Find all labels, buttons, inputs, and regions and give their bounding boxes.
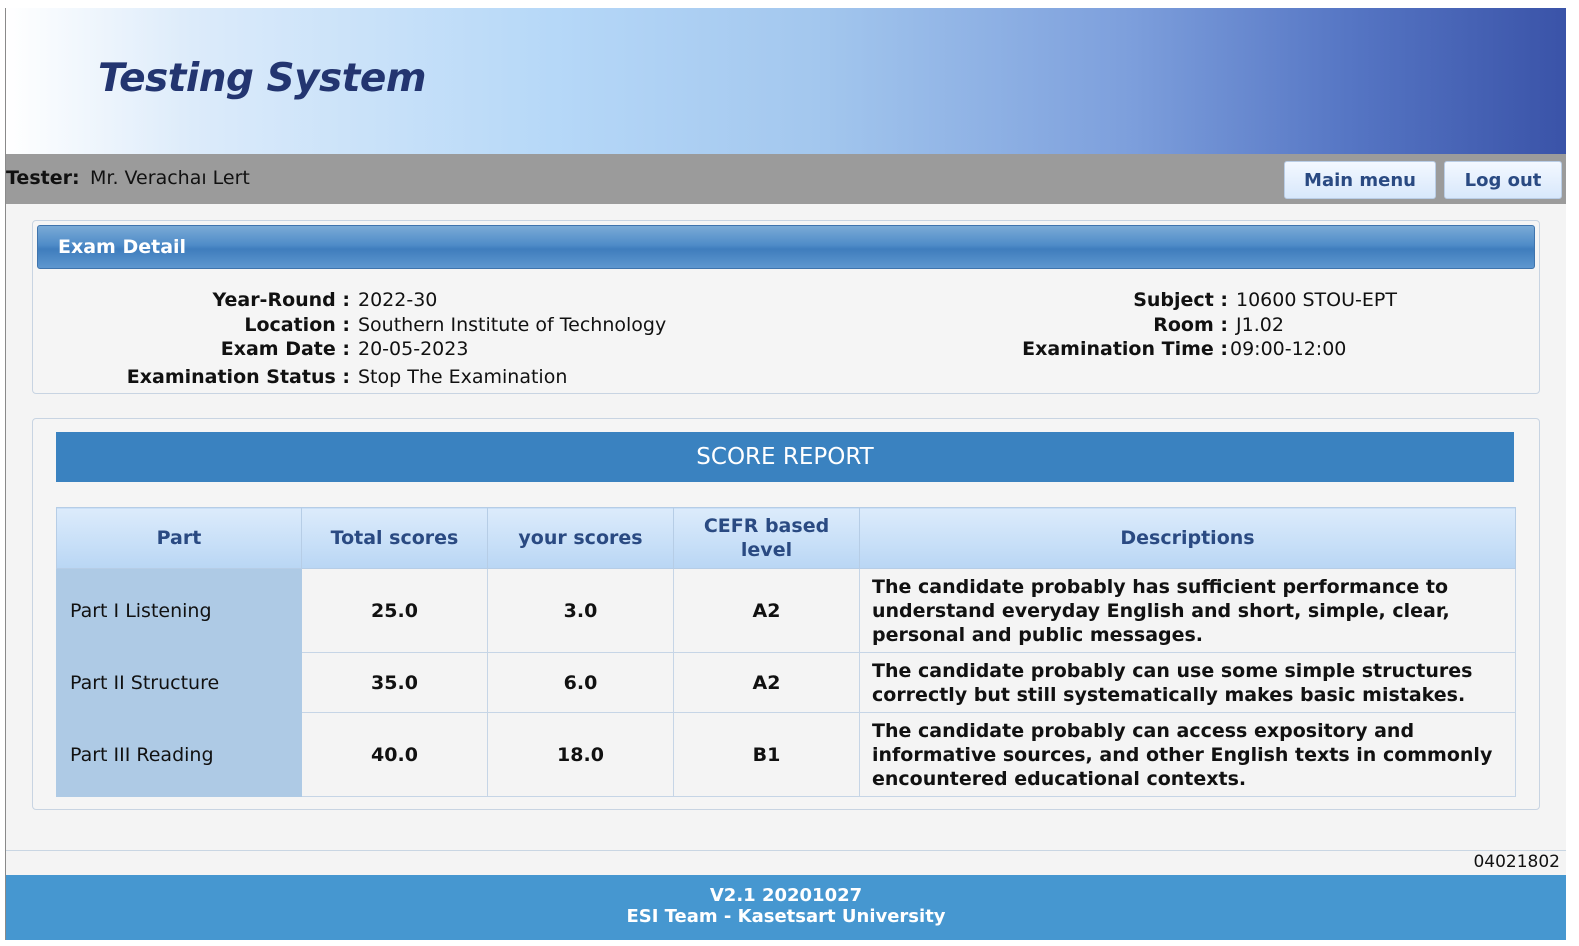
total-score-cell: 25.0 — [302, 569, 488, 653]
column-header-descriptions: Descriptions — [860, 508, 1516, 569]
location-value: Southern Institute of Technology — [358, 314, 667, 336]
table-row — [57, 569, 1516, 653]
tester-bar — [6, 154, 1566, 204]
log-out-button[interactable]: Log out — [1444, 161, 1562, 199]
table-header-row — [57, 508, 1516, 569]
part-cell: Part II Structure — [57, 653, 302, 713]
tester-name: Mr. Verachaı Lert — [90, 167, 250, 189]
location-label: Location : — [244, 314, 350, 336]
subject-label: Subject : — [1133, 289, 1228, 311]
description-cell: The candidate probably can access expository and informative sources, and other English texts in commonly encountered educational contexts. — [860, 713, 1516, 797]
your-score-cell: 3.0 — [488, 569, 674, 653]
cefr-level-cell: B1 — [674, 713, 860, 797]
app-frame — [5, 8, 1566, 940]
part-cell: Part III Reading — [57, 713, 302, 797]
subject-value: 10600 STOU-EPT — [1236, 289, 1397, 311]
year-round-label: Year-Round : — [212, 289, 350, 311]
examination-status-label: Examination Status : — [126, 366, 350, 388]
footer-version: V2.1 20201027 — [709, 885, 863, 906]
description-cell: The candidate probably can use some simple structures correctly but still systematically makes basic mistakes. — [860, 653, 1516, 713]
year-round-value: 2022-30 — [358, 289, 438, 311]
score-report-panel — [32, 418, 1540, 810]
exam-date-label: Exam Date : — [220, 338, 350, 360]
part-cell: Part I Listening — [57, 569, 302, 653]
header-banner — [6, 8, 1566, 154]
column-header-total-scores: Total scores — [302, 508, 488, 569]
examination-time-value: 09:00-12:00 — [1230, 338, 1347, 360]
main-menu-button[interactable]: Main menu — [1284, 161, 1436, 199]
exam-detail-panel — [32, 220, 1540, 394]
exam-date-value: 20-05-2023 — [358, 338, 469, 360]
room-value: J1.02 — [1236, 314, 1284, 336]
table-row — [57, 653, 1516, 713]
cefr-level-cell: A2 — [674, 653, 860, 713]
exam-detail-title: Exam Detail — [58, 236, 187, 258]
app-title: Testing System — [98, 56, 426, 101]
cefr-level-cell: A2 — [674, 569, 860, 653]
score-report-title: SCORE REPORT — [56, 432, 1514, 482]
page-code: 04021802 — [1473, 852, 1560, 872]
your-score-cell: 18.0 — [488, 713, 674, 797]
examination-status-value: Stop The Examination — [358, 366, 568, 388]
table-row — [57, 713, 1516, 797]
footer-team: ESI Team - Kasetsart University — [626, 906, 946, 927]
total-score-cell: 40.0 — [302, 713, 488, 797]
room-label: Room : — [1153, 314, 1228, 336]
your-score-cell: 6.0 — [488, 653, 674, 713]
tester-label: Tester: — [6, 167, 80, 189]
footer-divider — [6, 850, 1566, 851]
column-header-cefr-level: CEFR based level — [674, 508, 860, 569]
column-header-part: Part — [57, 508, 302, 569]
score-table — [56, 507, 1516, 797]
exam-detail-header — [37, 225, 1535, 269]
description-cell: The candidate probably has sufficient performance to understand everyday English and short, simple, clear, personal and public messages. — [860, 569, 1516, 653]
examination-time-label: Examination Time : — [1022, 338, 1228, 360]
column-header-your-scores: your scores — [488, 508, 674, 569]
footer — [6, 875, 1566, 940]
total-score-cell: 35.0 — [302, 653, 488, 713]
